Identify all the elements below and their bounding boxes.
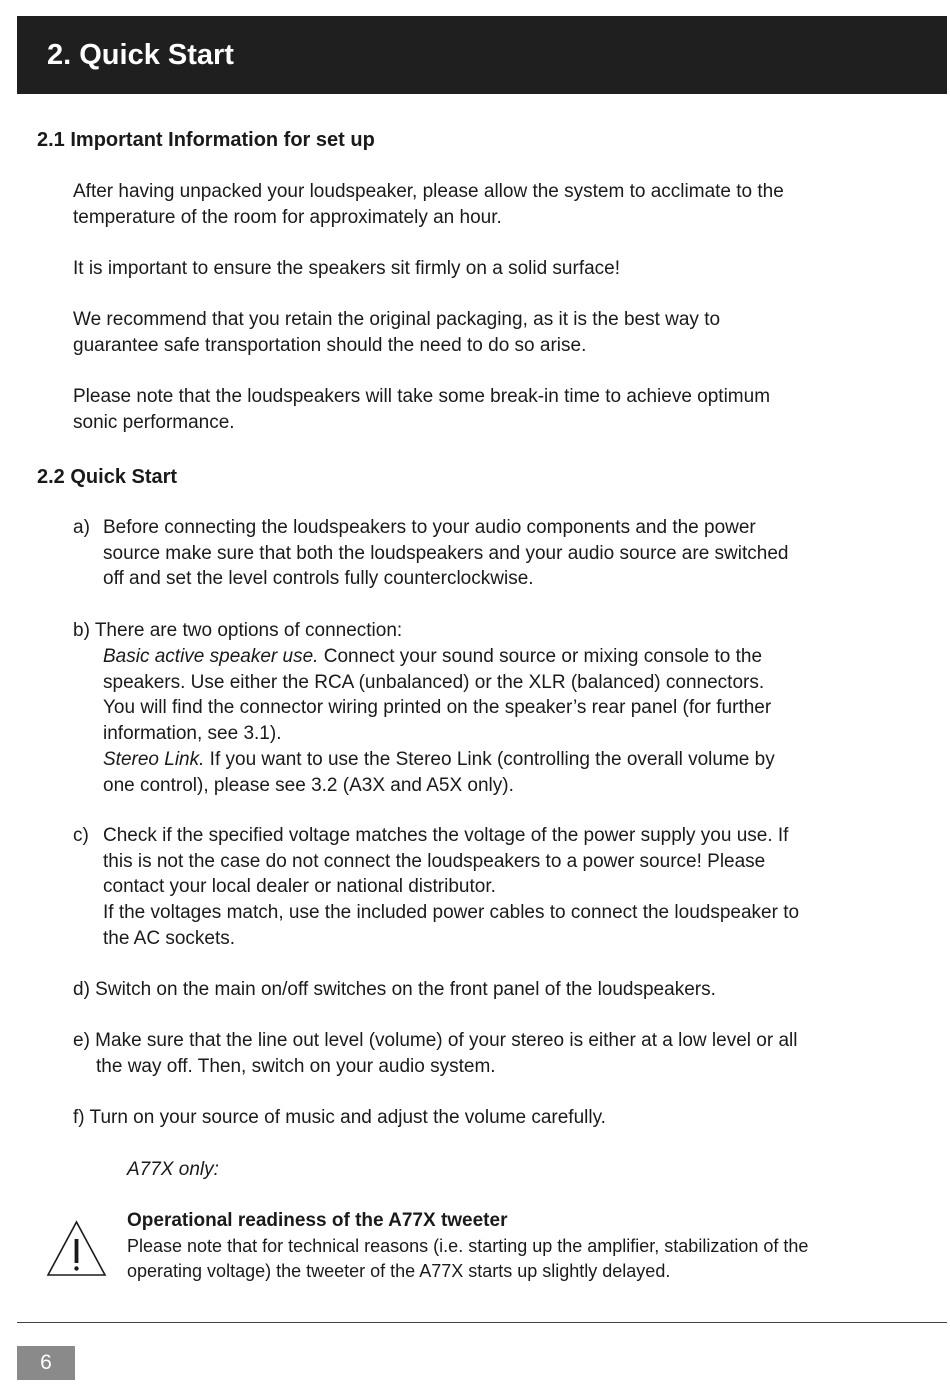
text-line: We recommend that you retain the original packaging, as it is the best way to	[73, 309, 721, 330]
text-line: Please note that for technical reasons (i.e. starting up the amplifier, stabilization of the	[127, 1236, 809, 1256]
text-line: Check if the specified voltage matches the voltage of the power supply you use. If	[103, 825, 789, 846]
paragraph-break-in	[73, 384, 770, 435]
paragraph-packaging	[73, 307, 720, 358]
step-c-marker: c)	[73, 825, 89, 846]
warning-title: Operational readiness of the A77X tweeter	[127, 1210, 508, 1231]
text-line: off and set the level controls fully counterclockwise.	[103, 568, 534, 590]
warning-text	[127, 1234, 808, 1283]
step-a-marker: a)	[73, 517, 90, 538]
step-a-text	[103, 515, 788, 592]
text-line: guarantee safe transportation should the need to do so arise.	[73, 334, 587, 356]
section-heading-quick-start: 2.2 Quick Start	[37, 466, 178, 488]
paragraph-acclimate	[73, 179, 784, 230]
warning-triangle-icon	[46, 1220, 107, 1277]
text-line: information, see 3.1).	[103, 723, 282, 745]
text-line: speakers. Use either the RCA (unbalanced) or the XLR (balanced) connectors.	[103, 671, 765, 693]
text-line: Before connecting the loudspeakers to your audio components and the power	[103, 517, 756, 538]
text-line: It is important to ensure the speakers sit firmly on a solid surface!	[73, 258, 621, 279]
text-line: After having unpacked your loudspeaker, please allow the system to acclimate to the	[73, 181, 784, 202]
a77x-only-note: A77X only:	[127, 1159, 219, 1180]
basic-use-label: Basic active speaker use.	[103, 646, 319, 667]
text-line: this is not the case do not connect the loudspeakers to a power source! Please	[103, 850, 766, 872]
text-line: If the voltages match, use the included power cables to connect the loudspeaker to	[103, 902, 800, 924]
text-line	[103, 644, 775, 670]
text-line: temperature of the room for approximately an hour.	[73, 206, 502, 228]
footer-divider	[17, 1322, 947, 1323]
paragraph-solid-surface	[73, 256, 620, 282]
step-c-text	[103, 823, 799, 952]
text-line: the AC sockets.	[103, 927, 236, 949]
text-fragment: If you want to use the Stereo Link (controlling the overall volume by	[204, 748, 775, 770]
text-line: contact your local dealer or national distributor.	[103, 876, 496, 898]
text-line: operating voltage) the tweeter of the A77X starts up slightly delayed.	[127, 1260, 671, 1281]
chapter-title: 2. Quick Start	[47, 39, 234, 71]
step-e-line-1: e) Make sure that the line out level (volume) of your stereo is either at a low level or all	[73, 1030, 798, 1051]
text-line	[103, 747, 775, 773]
text-line: source make sure that both the loudspeakers and your audio source are switched	[103, 542, 789, 564]
text-line: sonic performance.	[73, 411, 235, 433]
step-d-text: d) Switch on the main on/off switches on the front panel of the loudspeakers.	[73, 979, 716, 1000]
step-b-intro: b) There are two options of connection:	[73, 620, 403, 641]
section-heading-important-info: 2.1 Important Information for set up	[37, 129, 375, 151]
text-line: one control), please see 3.2 (A3X and A5X only).	[103, 774, 514, 796]
step-f-text: f) Turn on your source of music and adjust the volume carefully.	[73, 1107, 606, 1128]
step-b-text	[103, 644, 775, 798]
text-line: You will find the connector wiring printed on the speaker’s rear panel (for further	[103, 697, 772, 719]
chapter-header-banner	[17, 16, 947, 94]
stereo-link-label: Stereo Link.	[103, 748, 205, 770]
text-fragment: Connect your sound source or mixing console to the	[318, 646, 763, 667]
step-e-line-2: the way off. Then, switch on your audio system.	[96, 1056, 496, 1077]
page-number: 6	[17, 1346, 75, 1380]
text-line: Please note that the loudspeakers will take some break-in time to achieve optimum	[73, 386, 771, 407]
